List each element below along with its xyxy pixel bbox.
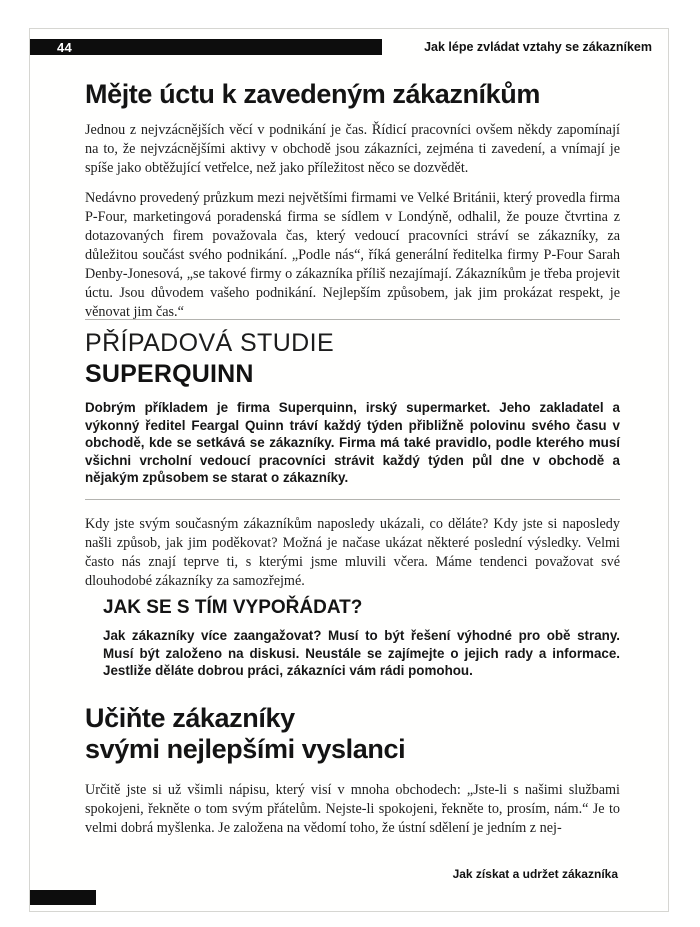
running-head: Jak lépe zvládat vztahy se zákazníkem xyxy=(424,40,652,54)
case-study-title: SUPERQUINN xyxy=(85,360,254,388)
page-number-bar xyxy=(30,39,382,55)
book-page xyxy=(29,28,669,912)
paragraph-1: Jednou z nejvzácnějších věcí v podnikání je čas. Řídicí pracovníci ovšem někdy zapomínají na to, že nejvzácnějšími aktivy v obchodě jsou zákazníci, zejména ti zavedení, a vnímají je spíše jako obtěžující vetřelce, než jako příležitost něco se dozvědět. xyxy=(85,122,620,176)
paragraph-3: Kdy jste svým současným zákazníkům naposledy ukázali, co děláte? Kdy jste si naposledy našli způsob, jak jim poděkovat? Možná je načase ukázat některé poslední výsledky. Velmi často nás znají teprve ti, s kterými jsme mluvili včera. Máme tendenci považovat své dlouhodobé zákazníky za samozřejmé. xyxy=(85,516,620,589)
subsection-heading: JAK SE S TÍM VYPOŘÁDAT? xyxy=(103,597,363,618)
footer-running-head: Jak získat a udržet zákazníka xyxy=(452,867,618,881)
paragraph-2: Nedávno provedený průzkum mezi největšími firmami ve Velké Británii, který provedla firma P-Four, marketingová poradenská firma se sídlem v Londýně, odhalil, že pouze čtvrtina z dotazovaných firem považovala čas, který vedoucí pracovníci stráví se zákazníky, za důležitou součást svého podnikání. „Podle nás“, říká generální ředitelka firmy P-Four Sarah Denby-Jonesová, „se takové firmy o zákazníka příliš nezajímají. Zákazníkům je třeba projevit úctu. Jsou důvodem vašeho podnikání. Nejlepším způsobem, jak jim prokázat respekt, je věnovat jim čas.“ xyxy=(85,190,620,320)
section-heading-ambassadors-line1: Učiňte zákazníky xyxy=(85,703,295,733)
page-number: 44 xyxy=(57,39,73,55)
case-study-body: Dobrým příkladem je firma Superquinn, irský supermarket. Jeho zakladatel a výkonný ředitel Feargal Quinn tráví každý týden přibližně polovinu svého času v obchodě, kde se setkává se zákazníky. Firma má také pravidlo, podle kterého musí všichni vrcholní vedoucí pracovníci strávit každý týden půl dne v obchodě a nějakým způsobem se starat o zákazníky. xyxy=(85,400,620,486)
case-study-kicker: PŘÍPADOVÁ STUDIE xyxy=(85,329,335,357)
case-study-top-rule xyxy=(85,319,620,320)
subsection-body: Jak zákazníky více zaangažovat? Musí to být řešení výhodné pro obě strany. Musí být založeno na diskusi. Neustále se zajímejte o jejich rady a informace. Jestliže děláte dobrou práci, zákazníci vám rádi pomohou. xyxy=(103,628,620,679)
paragraph-4: Určitě jste si už všimli nápisu, který visí v mnoha obchodech: „Jste-li s našimi službami spokojeni, řekněte o tom svým přátelům. Nejste-li spokojeni, řekněte to, prosím, nám.“ Je to velmi dobrá myšlenka. Je založena na vědomí toho, že ústní sdělení je jedním z nej- xyxy=(85,782,620,836)
section-heading-ambassadors-line2: svými nejlepšími vyslanci xyxy=(85,734,406,764)
section-heading-respect-customers: Mějte úctu k zavedeným zákazníkům xyxy=(85,79,540,109)
footer-bar xyxy=(30,890,96,905)
case-study-bottom-rule xyxy=(85,499,620,500)
section-heading-ambassadors xyxy=(85,703,620,765)
